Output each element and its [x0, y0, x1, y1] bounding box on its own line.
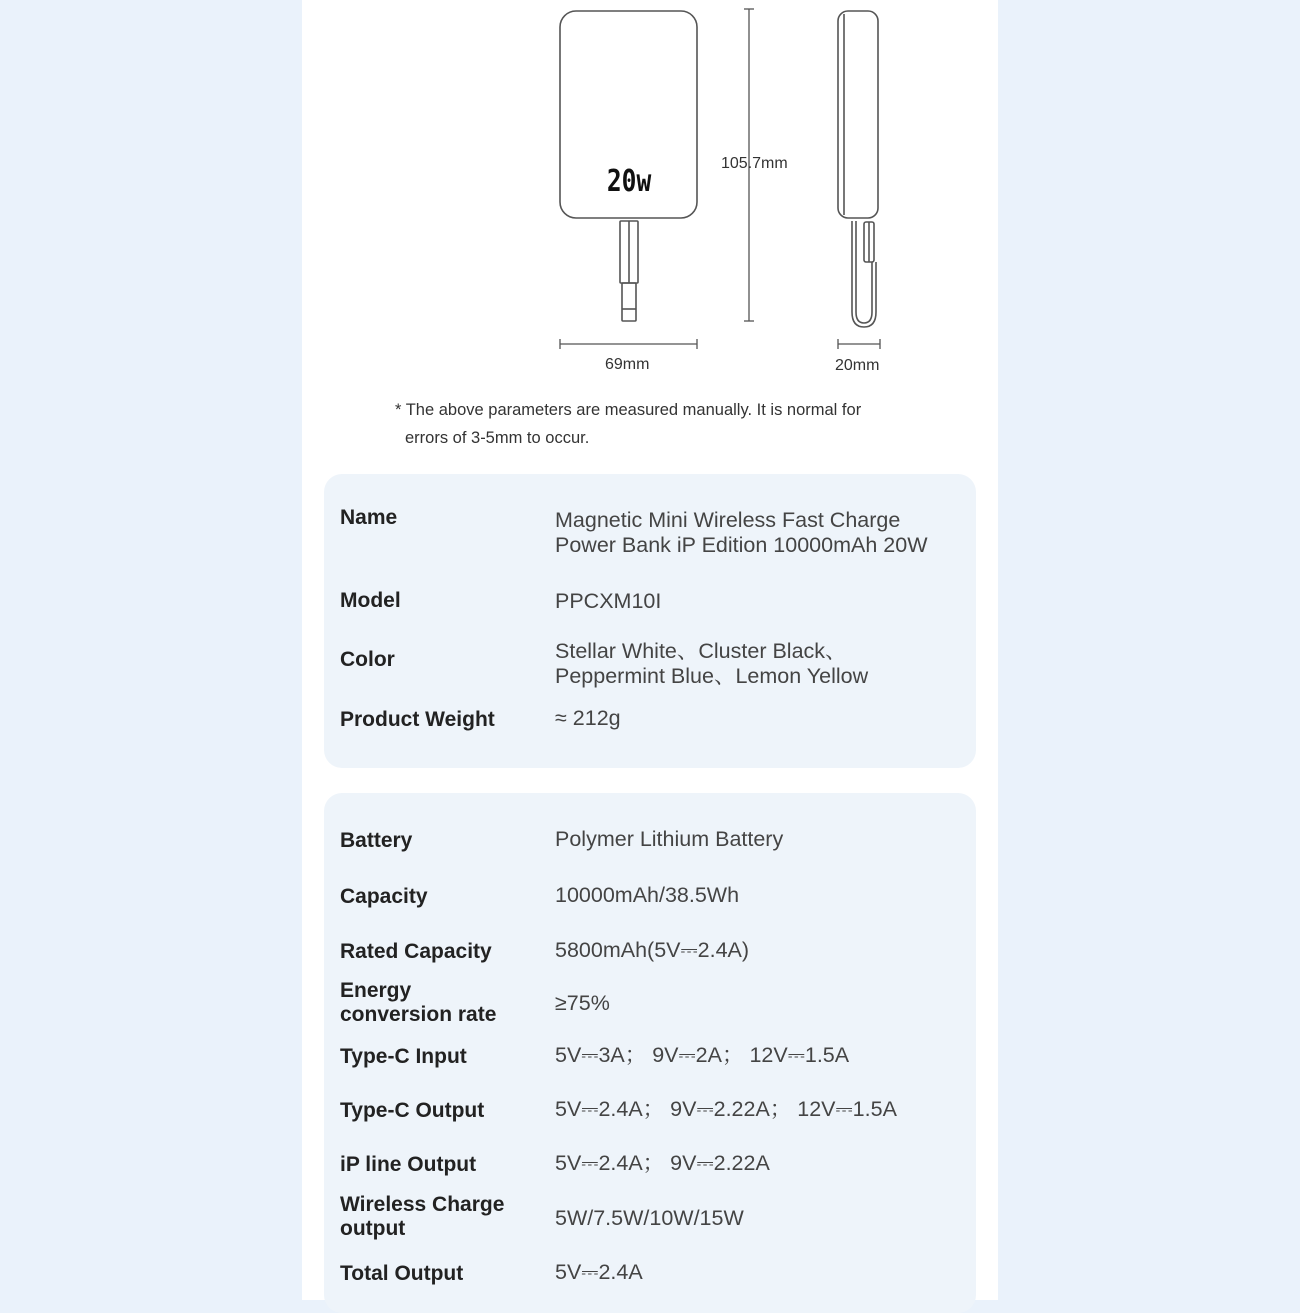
- spec-label-line: Rated Capacity: [340, 940, 492, 963]
- spec-label-line: Capacity: [340, 885, 428, 908]
- spec-label-line: output: [340, 1217, 406, 1240]
- spec-label: [340, 1262, 530, 1286]
- spec-value: 10000mAh/38.5Wh: [555, 883, 740, 907]
- spec-value-line: Peppermint Blue、Lemon Yellow: [555, 664, 869, 688]
- spec-value-line: ≈ 212g: [555, 706, 621, 730]
- dimension-diagram: [302, 0, 998, 460]
- spec-label: [340, 1099, 530, 1123]
- spec-value: Polymer Lithium Battery: [555, 827, 784, 851]
- depth-dimension-line: [838, 339, 880, 349]
- spec-value: [555, 706, 965, 731]
- spec-value: 5V⎓2.4A: [555, 1260, 643, 1284]
- spec-label: [340, 940, 530, 964]
- spec-value-line: Magnetic Mini Wireless Fast Charge: [555, 508, 901, 532]
- spec-label: Color: [340, 648, 395, 671]
- spec-value: 5V⎓3A； 9V⎓2A； 12V⎓1.5A: [555, 1043, 850, 1067]
- spec-value: 5V⎓2.4A； 9V⎓2.22A: [555, 1151, 770, 1175]
- spec-label-line: Battery: [340, 829, 413, 852]
- spec-card-general: [324, 474, 976, 768]
- spec-label-line: iP line Output: [340, 1153, 477, 1176]
- spec-value: 5800mAh(5V⎓2.4A): [555, 938, 750, 962]
- spec-label-line: Energy: [340, 979, 412, 1002]
- depth-label: 20mm: [835, 357, 880, 374]
- spec-value: 5V⎓2.4A； 9V⎓2.22A； 12V⎓1.5A: [555, 1097, 897, 1121]
- measurement-note: [395, 396, 935, 452]
- spec-label: [340, 885, 530, 909]
- measurement-note-line-2: errors of 3-5mm to occur.: [405, 429, 590, 447]
- spec-label-line: conversion rate: [340, 1003, 497, 1026]
- height-label: 105.7mm: [721, 155, 788, 172]
- spec-label: Name: [340, 506, 398, 529]
- spec-value: [555, 508, 965, 558]
- spec-value: 5W/7.5W/10W/15W: [555, 1206, 744, 1230]
- spec-label: [340, 829, 530, 853]
- width-label: 69mm: [605, 356, 650, 373]
- spec-label: [340, 1045, 530, 1069]
- spec-label: Model: [340, 589, 401, 612]
- spec-value: ≥75%: [555, 991, 610, 1015]
- wattage-badge: 20w: [606, 164, 652, 199]
- spec-label-line: Wireless Charge: [340, 1193, 505, 1216]
- spec-label: [340, 1153, 530, 1177]
- spec-label-line: Type-C Output: [340, 1099, 485, 1122]
- spec-label: Product Weight: [340, 708, 495, 731]
- spec-label: [340, 1193, 530, 1241]
- spec-value: [555, 589, 965, 614]
- width-dimension-line: [560, 339, 697, 349]
- spec-value-line: PPCXM10I: [555, 589, 662, 613]
- measurement-note-line-1: * The above parameters are measured manually. It is normal for: [395, 401, 862, 419]
- spec-card-electrical: [324, 793, 976, 1313]
- spec-label-line: Total Output: [340, 1262, 464, 1285]
- spec-label: [340, 979, 530, 1027]
- spec-label-line: Type-C Input: [340, 1045, 467, 1068]
- side-view-drawing: [838, 11, 878, 327]
- spec-value-line: Stellar White、Cluster Black、: [555, 639, 847, 663]
- spec-value: [555, 639, 965, 689]
- spec-value-line: Power Bank iP Edition 10000mAh 20W: [555, 533, 928, 557]
